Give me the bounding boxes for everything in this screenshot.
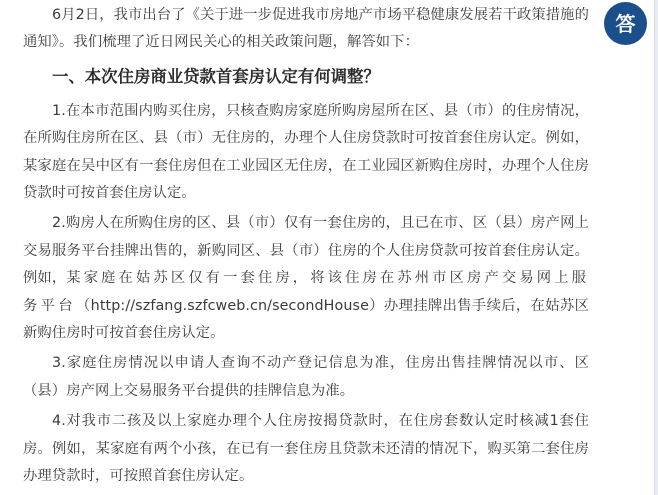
intro-paragraph: 6月2日，我市出台了《关于进一步促进我市房地产市场平稳健康发展若干政策措施的通知》。我们梳理了近日网民关心的相关政策问题，解答如下： [23, 7, 589, 51]
paragraph-2 [23, 210, 589, 347]
paragraph-3: 3.家庭住房情况以申请人查询不动产登记信息为准，住房出售挂牌情况以市、区（县）房产网上交易服务平台提供的挂牌信息为准。 [23, 355, 589, 399]
paragraph-1: 1.在本市范围内购买住房，只核查购房家庭所购房屋所在区、县（市）的住房情况，在所购住房所在区、县（市）无住房的，办理个人住房贷款时可按首套住房认定。例如，某家庭在吴中区有一套住房但在工业园区无住房，在工业园区新购住房时，办理个人住房贷款时可按首套住房认定。 [23, 102, 589, 202]
paragraph-2-link: （http://szfang.szfcweb.cn/secondHouse） [76, 297, 384, 314]
answer-badge [604, 2, 647, 45]
paragraph-2-tail: 办理挂牌出售手续后，在姑苏区新购住房时可按首套住房认定。 [23, 297, 589, 342]
page-right-border [654, 0, 658, 495]
paragraph-2-example: 某家庭在姑苏区仅有一套住房，将该住房在苏州市区房产交易网上服务平台 [23, 270, 589, 314]
paragraph-4: 4.对我市二孩及以上家庭办理个人住房按揭贷款时，在住房套数认定时核减1套住房。例如，某家庭有两个小孩，在已有一套住房且贷款未还清的情况下，购买第二套住房办理贷款时，可按照首套住房认定。 [23, 413, 589, 485]
article-body [23, 2, 589, 494]
section-heading: 一、本次住房商业贷款首套房认定有何调整？ [52, 66, 380, 86]
answer-badge-label: 答 [615, 11, 636, 36]
paragraph-2-text: 2.购房人在所购住房的区、县（市）仅有一套住房的，且已在市、区（县）房产网上交易服务平台挂牌出售的，新购同区、县（市）住房的个人住房贷款可按首套住房认定。例如， [23, 215, 589, 287]
